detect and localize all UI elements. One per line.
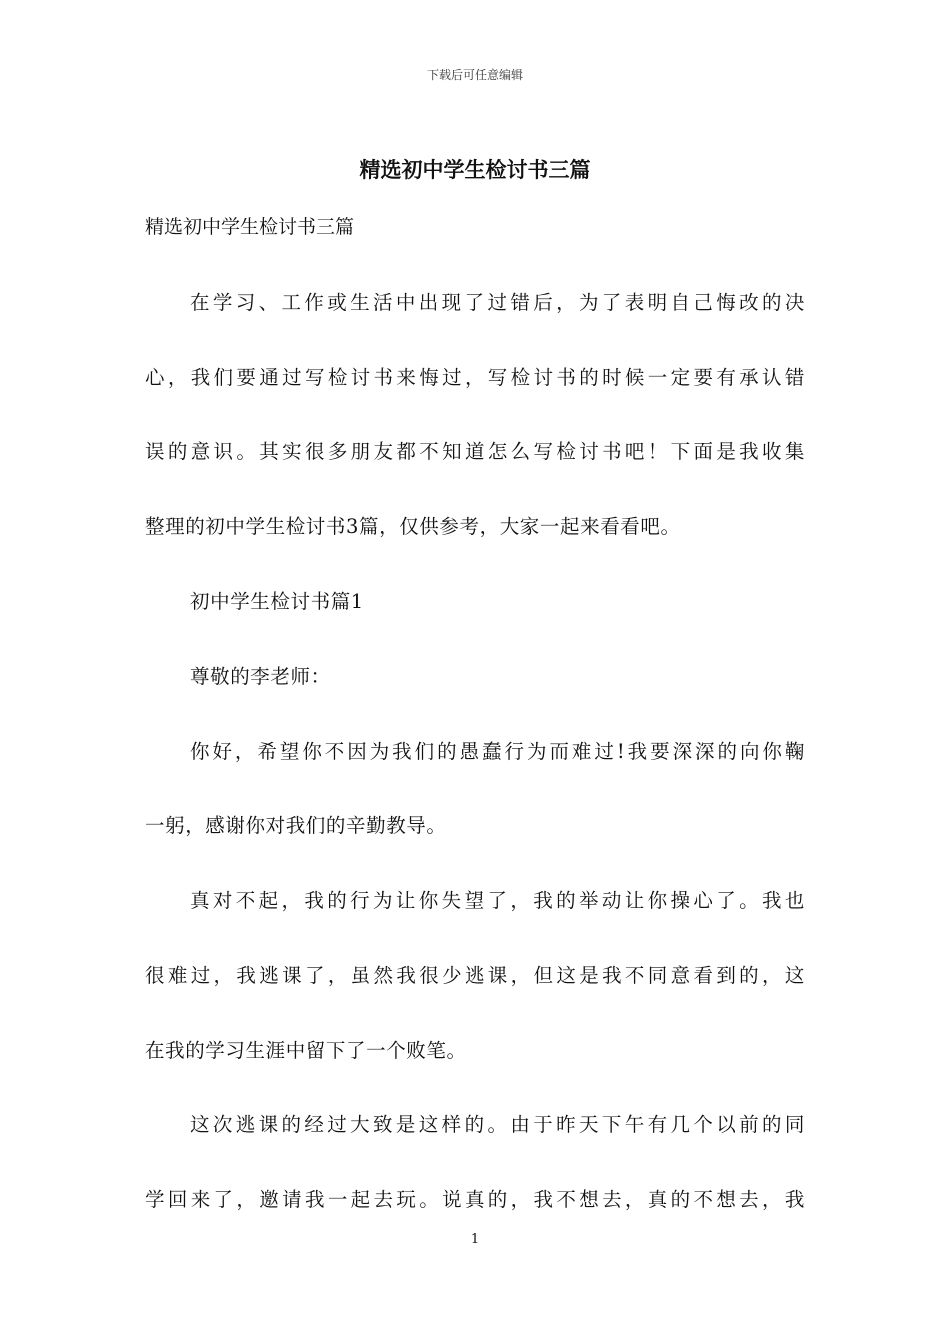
document-title: 精选初中学生检讨书三篇 — [359, 157, 591, 182]
paragraph-line: 很难过，我逃课了，虽然我很少逃课，但这是我不同意看到的，这 — [145, 964, 805, 987]
paragraph-line: 误的意识。其实很多朋友都不知道怎么写检讨书吧！下面是我收集 — [145, 440, 805, 463]
header-note: 下载后可任意编辑 — [426, 68, 523, 82]
paragraph-line: 心，我们要通过写检讨书来悔过，写检讨书的时候一定要有承认错 — [145, 366, 805, 389]
paragraph-line: 学回来了，邀请我一起去玩。说真的，我不想去，真的不想去，我 — [145, 1188, 805, 1211]
section-heading: 初中学生检讨书篇1 — [190, 590, 364, 613]
salutation: 尊敬的李老师： — [190, 665, 331, 688]
document-subtitle: 精选初中学生检讨书三篇 — [145, 216, 355, 238]
paragraph-line: 整理的初中学生检讨书3篇，仅供参考，大家一起来看看吧。 — [145, 515, 681, 538]
paragraph-line: 你好，希望你不因为我们的愚蠢行为而难过!我要深深的向你鞠 — [190, 740, 805, 763]
paragraph-line: 一躬，感谢你对我们的辛勤教导。 — [145, 814, 447, 837]
paragraph-line: 真对不起，我的行为让你失望了，我的举动让你操心了。我也 — [190, 889, 805, 912]
page-number: 1 — [470, 1232, 480, 1247]
paragraph-line: 这次逃课的经过大致是这样的。由于昨天下午有几个以前的同 — [190, 1113, 805, 1136]
paragraph-line: 在我的学习生涯中留下了一个败笔。 — [145, 1039, 467, 1062]
paragraph-line: 在学习、工作或生活中出现了过错后，为了表明自己悔改的决 — [190, 291, 805, 314]
